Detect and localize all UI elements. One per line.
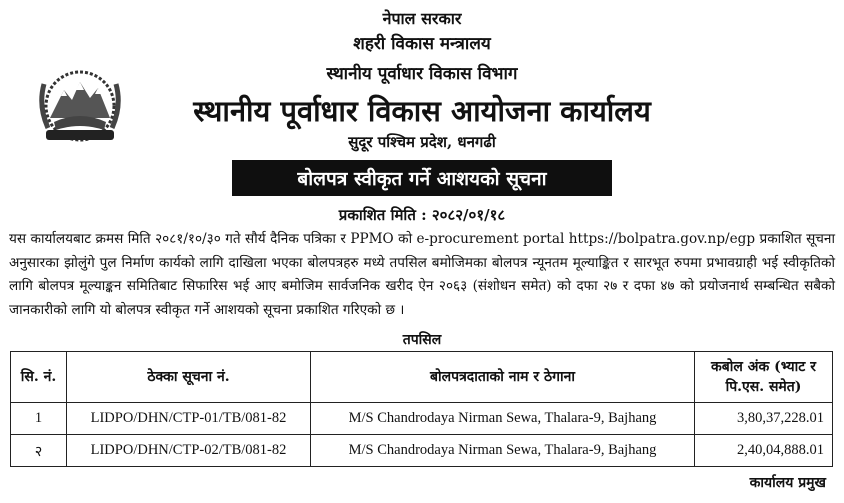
table-row bbox=[11, 435, 833, 467]
signature-title: कार्यालय प्रमुख bbox=[749, 475, 826, 491]
table-title: तपसिल bbox=[402, 332, 442, 348]
cell-serial: २ bbox=[11, 435, 67, 467]
office-location: सुदूर पश्चिम प्रदेश, धनगढी bbox=[348, 133, 496, 151]
notice-title: बोलपत्र स्वीकृत गर्ने आशयको सूचना bbox=[297, 168, 547, 190]
cell-contract-no: LIDPO/DHN/CTP-01/TB/081-82 bbox=[67, 403, 311, 435]
government-name: नेपाल सरकार bbox=[382, 9, 462, 28]
notice-body: यस कार्यालयबाट क्रमस मिति २०८१/१०/३० गते सौर्य दैनिक पत्रिका र PPMO को e-procurement portal https://bolpatra.gov.np/egp प्रकाशित सूचना अनुसारका झोलुंगे पुल निर्माण कार्यको लागि दाखिला भएका बोलपत्रहरु मध्ये तपसिल बमोजिमका बोलपत्र न्यूनतम मूल्याङ्कित र सारभूत रुपमा प्रभावग्राही भई स्वीकृतिको लागि बोलपत्र मूल्याङ्कन समितिबाट सिफारिस भई आए बमोजिम सार्वजनिक खरीद ऐन २०६३ (संशोधन समेत) को दफा २७ र दफा ४७ को प्रयोजनार्थ सम्बन्धित सबैको जानकारीको लागि यो बोलपत्र स्वीकृत गर्ने आशयको सूचना प्रकाशित गरिएको छ । bbox=[9, 231, 835, 318]
ministry-name: शहरी विकास मन्त्रालय bbox=[353, 34, 491, 54]
col-header-contract-no: ठेक्का सूचना नं. bbox=[67, 352, 311, 403]
notice-title-banner bbox=[232, 160, 612, 196]
table-header-row bbox=[11, 352, 833, 403]
published-date: प्रकाशित मिति : २०८२/०१/१८ bbox=[338, 206, 506, 224]
col-header-amount: कबोल अंक (भ्याट र पि.एस. समेत) bbox=[695, 352, 833, 403]
cell-serial: 1 bbox=[11, 403, 67, 435]
cell-contract-no: LIDPO/DHN/CTP-02/TB/081-82 bbox=[67, 435, 311, 467]
office-name: स्थानीय पूर्वाधार विकास आयोजना कार्यालय bbox=[193, 94, 651, 128]
cell-amount: 2,40,04,888.01 bbox=[695, 435, 833, 467]
cell-bidder: M/S Chandrodaya Nirman Sewa, Thalara-9, Bajhang bbox=[311, 435, 695, 467]
col-header-serial: सि. नं. bbox=[11, 352, 67, 403]
table-row bbox=[11, 403, 833, 435]
department-name: स्थानीय पूर्वाधार विकास विभाग bbox=[326, 64, 518, 84]
award-table bbox=[10, 351, 833, 467]
col-header-bidder: बोलपत्रदाताको नाम र ठेगाना bbox=[311, 352, 695, 403]
cell-amount: 3,80,37,228.01 bbox=[695, 403, 833, 435]
cell-bidder: M/S Chandrodaya Nirman Sewa, Thalara-9, Bajhang bbox=[311, 403, 695, 435]
